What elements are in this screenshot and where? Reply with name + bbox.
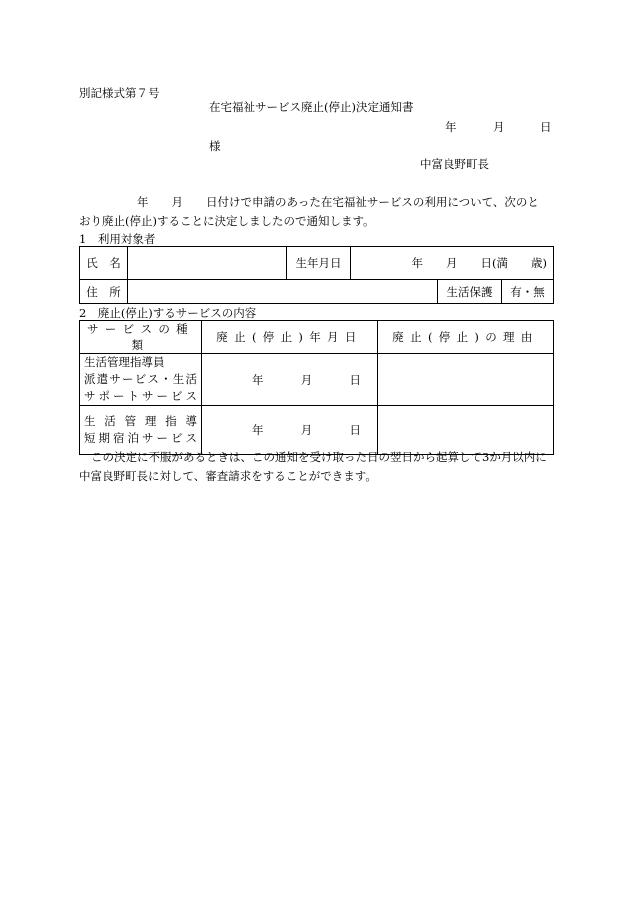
table-row	[80, 406, 554, 455]
addressee-suffix: 様	[209, 139, 221, 153]
section2-heading: 2 廃止(停止)するサービスの内容	[79, 306, 257, 320]
name-label: 氏 名	[80, 247, 128, 280]
stop-date-cell	[202, 354, 378, 406]
service-table	[79, 320, 554, 455]
applicant-table	[79, 246, 554, 304]
intro-line2: おり廃止(停止)することに決定しましたので通知します。	[79, 214, 375, 228]
notice-line2: 中富良野町長に対して、審査請求をすることができます。	[79, 469, 377, 483]
address-label: 住 所	[80, 280, 128, 304]
welfare-label: 生活保護	[438, 280, 502, 304]
date-day: 日	[540, 120, 552, 134]
service-line: 生活管理指導	[84, 414, 197, 428]
stop-reason-cell	[378, 406, 554, 455]
stop-date-day: 日	[349, 372, 361, 387]
issuer: 中富良野町長	[420, 157, 489, 171]
birth-label: 生年月日	[287, 247, 351, 280]
address-value	[128, 280, 438, 304]
service-line: 生活管理指導員	[84, 355, 165, 369]
date-year: 年	[445, 120, 457, 134]
table-row	[80, 354, 554, 406]
stop-reason-cell	[378, 354, 554, 406]
service-type-cell	[80, 406, 202, 455]
header-stop-reason: 廃止(停止)の理由	[378, 321, 554, 354]
stop-date-year: 年	[252, 423, 264, 437]
header-service-type: サービスの種類	[80, 321, 202, 354]
section1-heading: 1 利用対象者	[79, 232, 156, 246]
name-value	[128, 247, 287, 280]
document-title: 在宅福祉サービス廃止(停止)決定通知書	[209, 100, 414, 114]
date-month: 月	[493, 120, 505, 134]
form-number: 別記様式第７号	[79, 86, 160, 100]
stop-date-year: 年	[252, 372, 264, 387]
stop-date-cell	[202, 406, 378, 455]
stop-date-month: 月	[300, 423, 313, 437]
stop-date-day: 日	[349, 423, 361, 437]
service-line: 短期宿泊サービス	[84, 431, 197, 445]
service-line: サポートサービス	[84, 389, 197, 403]
notice-line1: この決定に不服があるときは、この通知を受け取った日の翌日から起算して3か月以内に	[91, 450, 547, 464]
header-stop-date: 廃止(停止)年月日	[202, 321, 378, 354]
birth-value: 年 月 日(満 歳)	[351, 247, 554, 280]
welfare-value: 有・無	[502, 280, 554, 304]
stop-date-month: 月	[300, 372, 313, 387]
service-line: 派遣サービス・生活	[84, 372, 197, 386]
intro-line1: 年 月 日付けで申請のあった在宅福祉サービスの利用について、次のと	[137, 195, 539, 209]
service-type-cell	[80, 354, 202, 406]
